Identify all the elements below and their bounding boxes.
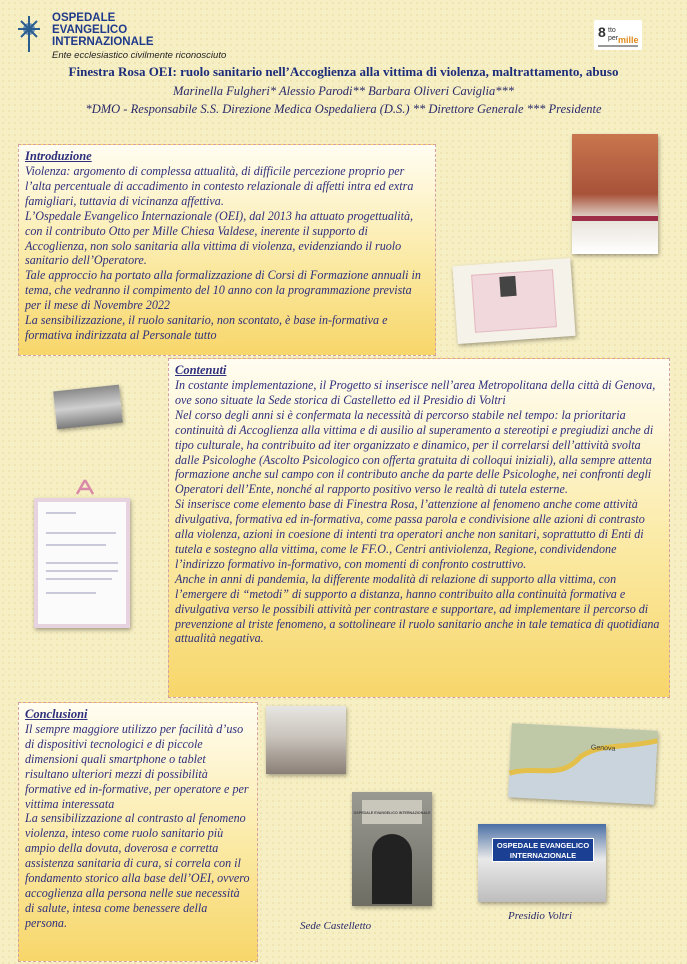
- section-heading: Conclusioni: [25, 707, 88, 721]
- organization-subtitle: Ente ecclesiastico civilmente riconosciuto: [52, 50, 227, 61]
- introduction-section: [18, 144, 436, 356]
- plaque-image: [53, 385, 123, 430]
- org-line: INTERNAZIONALE: [52, 36, 154, 48]
- certificate-line: [46, 544, 106, 546]
- map-city-label: Genova: [590, 744, 616, 753]
- paragraph: L’Ospedale Evangelico Internazionale (OEI), dal 2013 ha attuato progettualità, con il contributo Otto per Mille Chiesa Valdese, inerente il supporto di Accoglienza, non solo sanitaria alla vittima di violenza, evidenziando il ruolo sanitario dell’Operatore.: [25, 208, 414, 268]
- paragraph: La sensibilizzazione al contrasto al fenomeno violenza, inteso come ruolo sanitario più ampio della dovuta, doverosa e corretta assistenza sanitaria di cura, si correla con il fondamento storico alla base dell’OEI, ovvero accoglienza alla persona nelle sue necessità di salute, intesa come benessere della persona.: [25, 811, 250, 930]
- voltri-building-image: [478, 824, 606, 902]
- voltri-sign: OSPEDALE EVANGELICO INTERNAZIONALE: [492, 838, 594, 862]
- conclusions-section: [18, 702, 258, 962]
- castelletto-sign: [353, 800, 431, 824]
- certificate-line: [46, 532, 116, 534]
- paragraph: In costante implementazione, il Progetto si inserisce nell’area Metropolitana della città di Genova, ove sono situate la Sede storica di Castelletto ed il Presidio di Voltri: [175, 378, 656, 407]
- certificate-image: [34, 498, 130, 628]
- liguria-map-image: [508, 723, 658, 805]
- paragraph: Violenza: argomento di complessa attualità, di difficile percezione proprio per l’alta percentuale di accadimento in contesto relazionale di affetti intra ed extra famigliari, tuttavia di vicinanza affettiva.: [25, 164, 414, 208]
- org-line: EVANGELICO: [52, 24, 128, 36]
- certificate-line: [46, 570, 118, 572]
- section-heading: Introduzione: [25, 149, 92, 163]
- paragraph: La sensibilizzazione, il ruolo sanitario, non scontato, è base in-formativa e formativa indirizzata al Personale tutto: [25, 313, 388, 342]
- paragraph: Il sempre maggiore utilizzo per facilità d’uso di dispositivi tecnologici e di piccole dimensioni quali smartphone o tablet risultano ulteriori mezzi di possibilità formative ed in-formative, per operatore e per vittima interessata: [25, 722, 249, 811]
- svg-text:per: per: [608, 35, 619, 42]
- section-heading: Contenuti: [175, 363, 227, 377]
- contents-section: [168, 358, 670, 698]
- poster-title: Finestra Rosa OEI: ruolo sanitario nell’Accoglienza alla vittima di violenza, maltrattamento, abuso: [68, 64, 619, 79]
- hospital-emblem-icon: [14, 14, 44, 54]
- certificate-line: [46, 562, 118, 564]
- certificate-line: [46, 512, 76, 514]
- certificate-line: [46, 592, 96, 594]
- entrance-arch: [372, 834, 412, 904]
- pink-ribbon-icon: [74, 478, 96, 496]
- finestra-rosa-card-image: [452, 258, 575, 344]
- svg-text:8: 8: [598, 24, 606, 40]
- caption-castelletto: Sede Castelletto: [300, 920, 372, 932]
- authors: Marinella Fulgheri* Alessio Parodi** Barbara Oliveri Caviglia***: [173, 84, 514, 98]
- affiliations: *DMO - Responsabile S.S. Direzione Medica Ospedaliera (D.S.) ** Direttore Generale *** Presidente: [85, 102, 602, 116]
- caption-voltri: Presidio Voltri: [508, 910, 573, 922]
- svg-text:mille: mille: [618, 35, 639, 45]
- certificate-line: [46, 578, 112, 580]
- organization-name: [52, 12, 154, 48]
- paragraph: Si inserisce come elemento base di Finestra Rosa, l’attenzione al fenomeno anche come attività divulgativa, formativa ed in-formativa, come passa parola e condivisione alle azioni di contrasto alla violenza, azioni in coesione di intenti tra operatori anche non sanitari, soprattutto di Enti di tutela e sostegno alla vittima, come le FF.O., Centri antiviolenza, Regione, condividendone l’indirizzo formativo in-formativo, con momenti di confronto costruttivo.: [175, 497, 645, 571]
- org-line: OSPEDALE: [52, 12, 116, 24]
- paragraph: Tale approccio ha portato alla formalizzazione di Corsi di Formazione annuali in tema, che vedranno il compimento del 10 anno con la programmazione prevista per il mese di Novembre 2022: [25, 268, 421, 313]
- otto-per-mille-logo: [594, 20, 642, 50]
- castelletto-sign-text: OSPEDALE EVANGELICO INTERNAZIONALE: [353, 811, 431, 815]
- book-cover-image: [572, 134, 658, 254]
- office-room-image: [266, 706, 346, 774]
- paragraph: Anche in anni di pandemia, la differente modalità di relazione di supporto alla vittima, con l’emergere di “metodi” di supporto a distanza, hanno contribuito alla continuità formativa e divulgativa verso le possibili attività per contrastare e supportare, ad implementare il percorso di prevenzione al triste fenomeno, a sottolineare il ruolo sanitario anche in tale tematica di quotidiana attualità negativa.: [175, 571, 660, 646]
- svg-text:tto: tto: [608, 27, 616, 34]
- paragraph: Nel corso degli anni si è confermata la necessità di percorso stabile nel tempo: la prioritaria continuità di Accoglienza alla vittima e di ausilio al superamento a stereotipi e pregiudizi anche di tipo culturale, ha contribuito ad iter organizzato e dinamico, per il correlarsi dell’attività svolta dalle Psicologhe (Ascolto Psicologico con offerta gratuita di colloqui iniziali), alla sempre attenta formazione anche sul campo con il contributo anche da parte delle Psicologhe, nei confronti degli Operatori dell’Ente, nonché al rapporto positivo verso le realtà di tutela esterne.: [175, 407, 654, 497]
- card-portrait: [499, 276, 516, 297]
- castelletto-entrance-image: [352, 792, 432, 906]
- book-title-band: [572, 216, 658, 221]
